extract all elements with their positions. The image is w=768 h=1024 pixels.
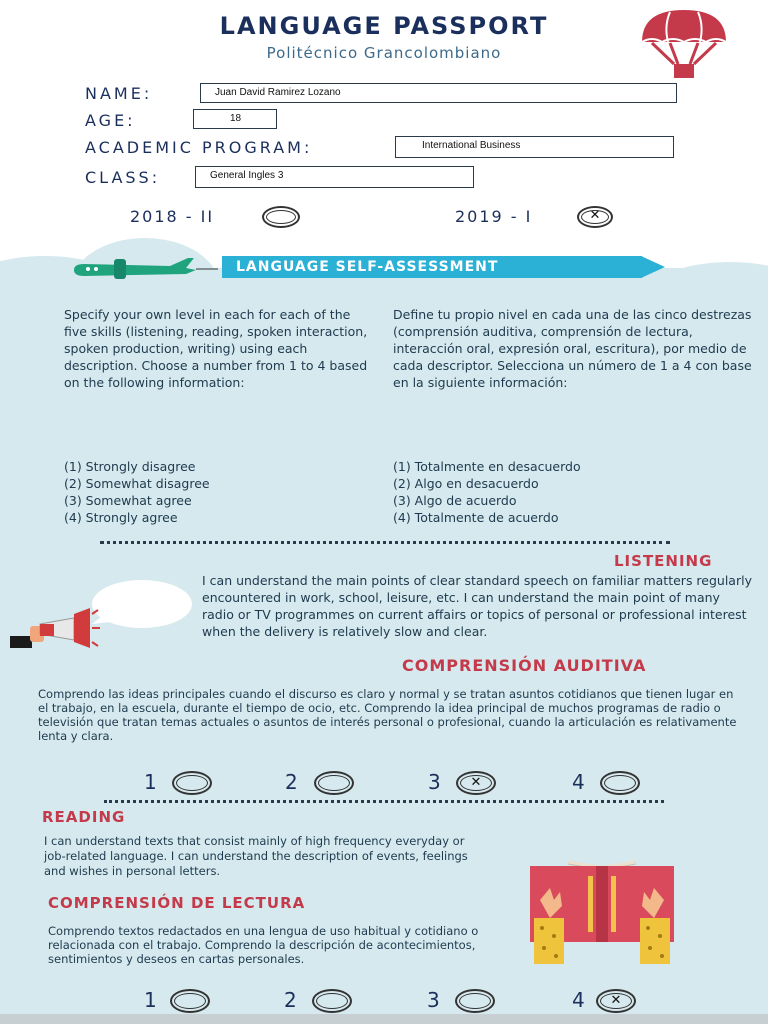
- age-label: AGE:: [85, 111, 136, 130]
- list-item: (4) Strongly agree: [64, 510, 178, 525]
- hot-air-balloon-icon: [634, 6, 734, 82]
- academic-program-field[interactable]: International Business: [395, 136, 674, 158]
- rating-number: 1: [144, 988, 157, 1012]
- checked-mark-icon: ✕: [470, 775, 482, 790]
- rating-number: 3: [427, 988, 440, 1012]
- reading-option-1[interactable]: [170, 989, 210, 1013]
- listening-option-4[interactable]: [600, 771, 640, 795]
- intro-text-es: Define tu propio nivel en cada una de las cinco destrezas (comprensión auditiva, comprensión de lectura, interacción oral, expresión oral, escritura), por medio de cada descriptor. Selecciona un número de 1 a 4 con base en la siguiente información:: [393, 307, 752, 390]
- checked-mark-icon: ✕: [610, 993, 622, 1008]
- list-item: (3) Somewhat agree: [64, 493, 192, 508]
- academic-program-label: ACADEMIC PROGRAM:: [85, 138, 313, 157]
- reading-text-en: I can understand texts that consist mainly of high frequency everyday or job-related language. I can understand the description of events, feelings and wishes in personal letters.: [44, 834, 468, 878]
- list-item: (3) Algo de acuerdo: [393, 493, 517, 508]
- list-item: (2) Somewhat disagree: [64, 476, 210, 491]
- list-item: (1) Totalmente en desacuerdo: [393, 459, 581, 474]
- name-field[interactable]: Juan David Ramirez Lozano: [200, 83, 677, 103]
- divider: [104, 800, 664, 803]
- list-item: (1) Strongly disagree: [64, 459, 196, 474]
- rating-number: 2: [284, 988, 297, 1012]
- listening-option-2[interactable]: [314, 771, 354, 795]
- semester-checkbox-2[interactable]: [577, 206, 613, 228]
- open-book-icon: [528, 852, 676, 964]
- listening-text-es: Comprendo las ideas principales cuando el discurso es claro y normal y se tratan asuntos cotidianos que tienen lugar en el trabajo, en la escuela, durante el tiempo de ocio, etc. Comprendo la idea principal de muchos programas de radio o televisión que tratan temas actuales o asuntos de interés personal o profesional, cuando la articulación es relativamente lenta y clara.: [38, 687, 737, 743]
- airplane-icon: [70, 256, 220, 282]
- rating-number: 4: [572, 988, 585, 1012]
- listening-option-3[interactable]: [456, 771, 496, 795]
- page-title: LANGUAGE PASSPORT: [219, 12, 549, 40]
- page-bottom-edge: [0, 1014, 768, 1024]
- banner-arrow: [641, 256, 665, 278]
- class-field[interactable]: General Ingles 3: [195, 166, 474, 188]
- listening-title-es: COMPRENSIÓN AUDITIVA: [402, 656, 647, 675]
- name-label: NAME:: [85, 84, 153, 103]
- megaphone-icon: [10, 578, 200, 654]
- class-label: CLASS:: [85, 168, 161, 187]
- section-banner: LANGUAGE SELF-ASSESSMENT: [222, 256, 642, 278]
- divider: [100, 541, 670, 544]
- listening-option-1[interactable]: [172, 771, 212, 795]
- reading-option-4[interactable]: [596, 989, 636, 1013]
- reading-option-2[interactable]: [312, 989, 352, 1013]
- list-item: (2) Algo en desacuerdo: [393, 476, 539, 491]
- semester-label-1: 2018 - II: [130, 207, 215, 226]
- listening-title: LISTENING: [614, 552, 713, 570]
- age-field[interactable]: 18: [193, 109, 277, 129]
- rating-number: 2: [285, 770, 298, 794]
- rating-number: 1: [144, 770, 157, 794]
- reading-text-es: Comprendo textos redactados en una lengua de uso habitual y cotidiano o relacionada con el trabajo. Comprendo la descripción de acontecimientos, sentimientos y deseos en cartas personales.: [48, 924, 479, 966]
- reading-title-es: COMPRENSIÓN DE LECTURA: [48, 894, 306, 912]
- reading-option-3[interactable]: [455, 989, 495, 1013]
- rating-number: 3: [428, 770, 441, 794]
- reading-title: READING: [42, 808, 126, 826]
- checked-mark-icon: ✕: [589, 208, 601, 223]
- list-item: (4) Totalmente de acuerdo: [393, 510, 559, 525]
- listening-text-en: I can understand the main points of clear standard speech on familiar matters regularly encountered in work, school, leisure, etc. I can understand the main point of many radio or TV programmes on current affairs or topics of personal or professional interest when the delivery is relatively slow and clear.: [202, 573, 752, 639]
- rating-number: 4: [572, 770, 585, 794]
- semester-checkbox-1[interactable]: [262, 206, 300, 228]
- semester-label-2: 2019 - I: [455, 207, 533, 226]
- scale-list-es: [393, 458, 581, 526]
- speech-bubble-icon: [142, 584, 143, 585]
- scale-list-en: [64, 458, 210, 526]
- page-subtitle: Politécnico Grancolombiano: [266, 44, 502, 62]
- intro-text-en: Specify your own level in each for each of the five skills (listening, reading, spoken interaction, spoken production, writing) using each description. Choose a number from 1 to 4 based on the following information:: [64, 307, 368, 390]
